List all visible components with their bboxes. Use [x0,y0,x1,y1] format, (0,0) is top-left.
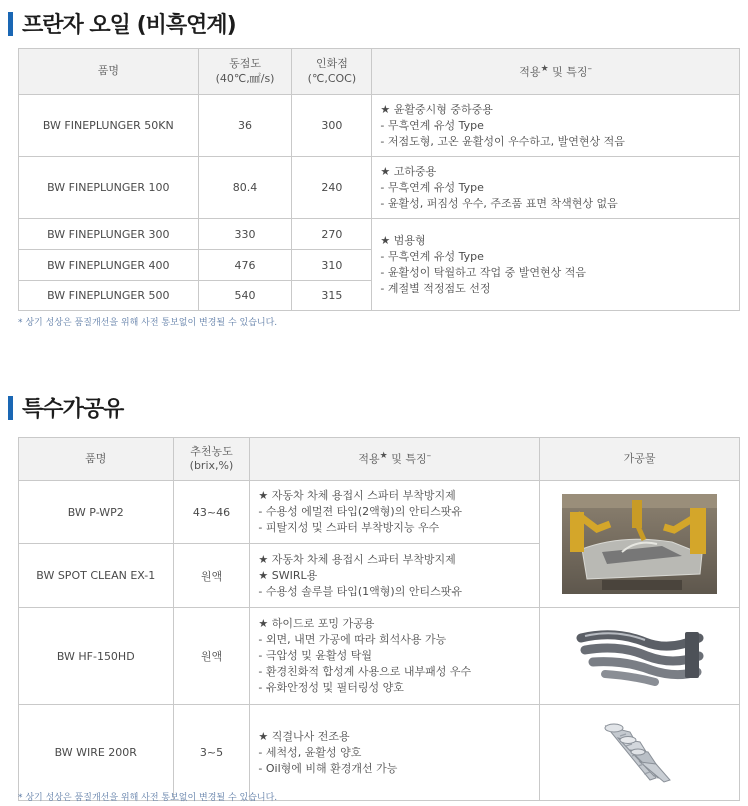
screws-image [600,718,680,788]
features-cell: ★ 자동차 차체 용접시 스파터 부착방지제 ★ SWIRL용 - 수용성 솔루블 타입(1액형)의 안티스팟유 [250,544,540,608]
table-row [19,219,740,250]
header-viscosity: 동점도 (40℃,㎟/s) [198,49,292,95]
product-name: BW FINEPLUNGER 300 [19,219,199,250]
flash-point-value: 300 [292,95,372,157]
header-features: 적용★ 및 특징– [250,438,540,481]
header-name: 품명 [19,49,199,95]
product-name: BW FINEPLUNGER 500 [19,281,199,311]
flash-point-value: 240 [292,157,372,219]
section2-note: * 상기 성상은 품질개선을 위해 사전 통보없이 변경될 수 있습니다. [18,793,278,803]
product-name: BW FINEPLUNGER 100 [19,157,199,219]
section2-title: 특수가공유 [22,397,124,422]
header-flash-point: 인화점 (℃,COC) [292,49,372,95]
product-name: BW WIRE 200R [19,705,174,801]
product-name: BW P-WP2 [19,481,174,544]
header-workpiece: 가공물 [540,438,740,481]
flash-point-value: 315 [292,281,372,311]
header-features: 적용★ 및 특징– [372,49,740,95]
table-row [19,705,740,801]
viscosity-value: 80.4 [198,157,292,219]
table-row [19,95,740,157]
hydroformed-manifold-image [575,620,705,692]
concentration-value: 43~46 [173,481,250,544]
viscosity-value: 540 [198,281,292,311]
flash-point-value: 310 [292,250,372,281]
features-cell: ★ 자동차 차체 용접시 스파터 부착방지제 - 수용성 에멀젼 타입(2액형)의 안티스팟유 - 피탈지성 및 스파터 부착방지능 우수 [250,481,540,544]
features-cell: ★ 고하중용 - 무흑연계 유성 Type - 윤활성, 퍼짐성 우수, 주조품 표면 착색현상 없음 [372,157,740,219]
table-header-row [19,438,740,481]
plunger-oil-table [18,48,740,311]
title-accent-bar [8,12,13,36]
section1-title: 프란자 오일 (비흑연계) [22,13,236,38]
features-cell: ★ 범용형 - 무흑연계 유성 Type - 윤활성이 탁월하고 작업 중 발연현상 적음 - 계절별 적정점도 선정 [372,219,740,311]
features-cell: ★ 하이드로 포밍 가공용 - 외면, 내면 가공에 따라 희석사용 가능 - 극압성 및 윤활성 탁월 - 환경친화적 합성계 사용으로 내부패성 우수 - 유화안정성 및 필터링성 양호 [250,608,540,705]
table-row [19,157,740,219]
product-name: BW HF-150HD [19,608,174,705]
viscosity-value: 476 [198,250,292,281]
concentration-value: 원액 [173,544,250,608]
viscosity-value: 36 [198,95,292,157]
features-cell: ★ 윤활중시형 중하중용 - 무흑연계 유성 Type - 저점도형, 고온 윤활성이 우수하고, 발연현상 적음 [372,95,740,157]
section1-note: * 상기 성상은 품질개선을 위해 사전 통보없이 변경될 수 있습니다. [18,318,278,328]
section2-heading [8,392,123,423]
features-cell: ★ 직결나사 전조용 - 세척성, 윤활성 양호 - Oil형에 비해 환경개선 가능 [250,705,540,801]
table-header-row [19,49,740,95]
product-name: BW FINEPLUNGER 50KN [19,95,199,157]
product-name: BW FINEPLUNGER 400 [19,250,199,281]
header-concentration: 추천농도 (brix,%) [173,438,250,481]
welding-robots-image [562,494,717,594]
viscosity-value: 330 [198,219,292,250]
workpiece-cell [540,705,740,801]
flash-point-value: 270 [292,219,372,250]
concentration-value: 원액 [173,608,250,705]
section1-heading [8,8,236,39]
title-accent-bar [8,396,13,420]
header-name: 품명 [19,438,174,481]
product-name: BW SPOT CLEAN EX-1 [19,544,174,608]
special-oil-table [18,437,740,801]
workpiece-cell [540,481,740,608]
workpiece-cell [540,608,740,705]
concentration-value: 3~5 [173,705,250,801]
table-row [19,481,740,544]
table-row [19,608,740,705]
